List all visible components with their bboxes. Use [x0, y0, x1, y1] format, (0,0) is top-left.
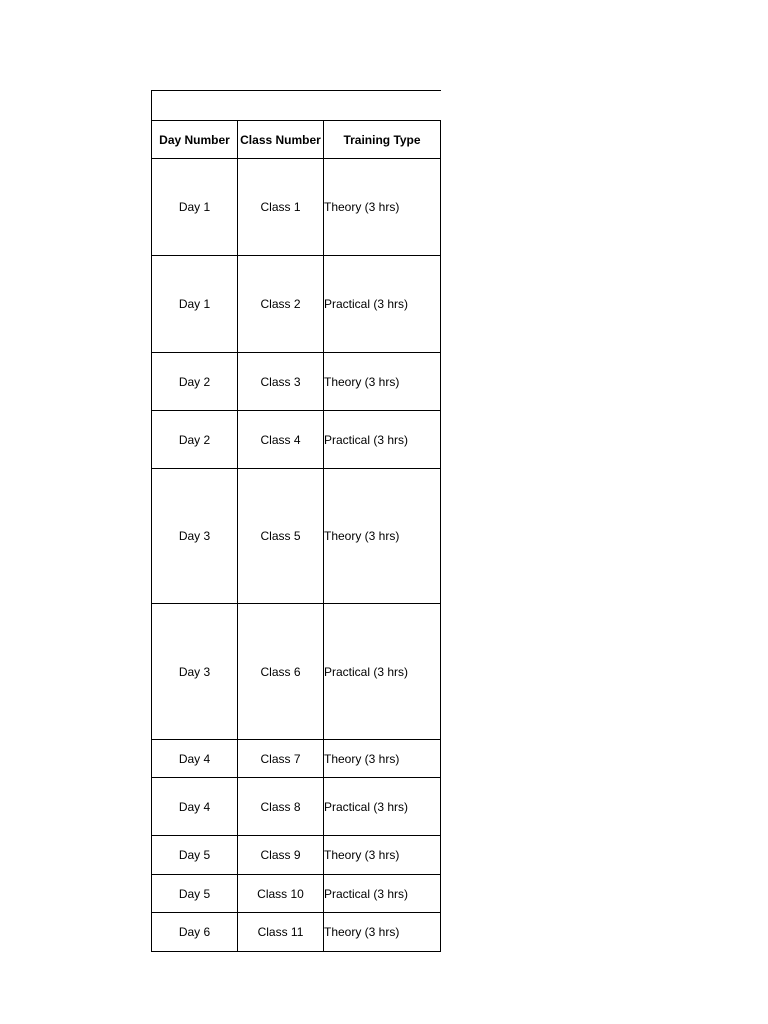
day-cell: Day 6 [152, 913, 238, 952]
class-cell: Class 4 [238, 411, 324, 469]
table-row [152, 353, 441, 411]
day-cell: Day 4 [152, 740, 238, 778]
day-cell: Day 3 [152, 469, 238, 604]
table-row [152, 836, 441, 875]
title-cell [152, 91, 441, 121]
table-row [152, 604, 441, 740]
type-cell: Theory (3 hrs) [324, 353, 441, 411]
class-cell: Class 2 [238, 256, 324, 353]
day-cell: Day 5 [152, 836, 238, 875]
header-row [152, 121, 441, 159]
table-row [152, 159, 441, 256]
table-row [152, 913, 441, 952]
header-class-number: Class Number [238, 121, 324, 159]
table-row [152, 469, 441, 604]
day-cell: Day 2 [152, 353, 238, 411]
class-cell: Class 11 [238, 913, 324, 952]
title-row [152, 91, 441, 121]
type-cell: Theory (3 hrs) [324, 913, 441, 952]
day-cell: Day 5 [152, 875, 238, 913]
class-cell: Class 5 [238, 469, 324, 604]
header-training-type: Training Type [324, 121, 441, 159]
type-cell: Practical (3 hrs) [324, 778, 441, 836]
type-cell: Practical (3 hrs) [324, 875, 441, 913]
class-cell: Class 10 [238, 875, 324, 913]
header-day-number: Day Number [152, 121, 238, 159]
class-cell: Class 1 [238, 159, 324, 256]
day-cell: Day 1 [152, 256, 238, 353]
table-row [152, 875, 441, 913]
type-cell: Practical (3 hrs) [324, 411, 441, 469]
type-cell: Theory (3 hrs) [324, 740, 441, 778]
table-row [152, 256, 441, 353]
type-cell: Practical (3 hrs) [324, 604, 441, 740]
day-cell: Day 1 [152, 159, 238, 256]
table-row [152, 411, 441, 469]
type-cell: Theory (3 hrs) [324, 836, 441, 875]
type-cell: Theory (3 hrs) [324, 469, 441, 604]
day-cell: Day 2 [152, 411, 238, 469]
class-cell: Class 3 [238, 353, 324, 411]
class-cell: Class 8 [238, 778, 324, 836]
table-row [152, 740, 441, 778]
training-schedule-table [151, 90, 441, 952]
class-cell: Class 9 [238, 836, 324, 875]
day-cell: Day 3 [152, 604, 238, 740]
class-cell: Class 7 [238, 740, 324, 778]
day-cell: Day 4 [152, 778, 238, 836]
type-cell: Practical (3 hrs) [324, 256, 441, 353]
type-cell: Theory (3 hrs) [324, 159, 441, 256]
table-row [152, 778, 441, 836]
class-cell: Class 6 [238, 604, 324, 740]
